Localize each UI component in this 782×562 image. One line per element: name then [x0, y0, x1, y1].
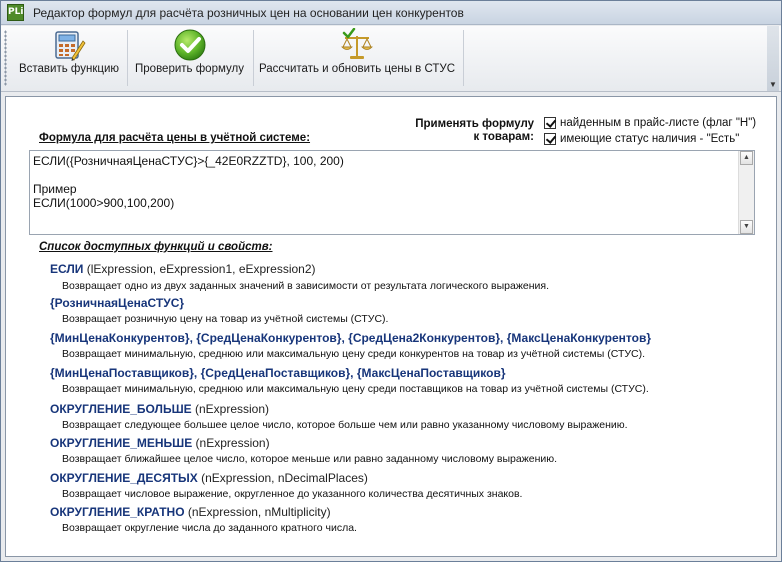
content-panel	[5, 96, 777, 557]
function-item[interactable]	[50, 262, 316, 276]
toolbar-separator	[127, 30, 128, 86]
function-item[interactable]	[50, 471, 368, 485]
toolbar-overflow-button[interactable]	[767, 26, 779, 91]
calculator-pencil-icon	[52, 28, 86, 62]
insert-function-label: Вставить функцию	[18, 63, 120, 75]
apply-formula-label	[406, 118, 534, 144]
function-name[interactable]: {МинЦенаПоставщиков}, {СредЦенаПоставщиков}, {МаксЦенаПоставщиков}	[50, 366, 506, 380]
scroll-up-icon[interactable]: ▲	[740, 151, 753, 165]
toolbar-separator	[253, 30, 254, 86]
function-item[interactable]	[50, 436, 270, 450]
formula-scrollbar[interactable]	[738, 151, 754, 234]
functions-list-title: Список доступных функций и свойств:	[39, 241, 273, 253]
toolbar-separator	[463, 30, 464, 86]
apply-label-line2: к товарам:	[473, 131, 534, 143]
function-args: (nExpression, nMultiplicity)	[184, 505, 331, 519]
checkbox-in-stock[interactable]	[544, 132, 739, 146]
window-title: Редактор формул для расчёта розничных цен на основании цен конкурентов	[33, 6, 464, 20]
formula-text[interactable]: ЕСЛИ({РозничнаяЦенаСТУС}>{_42E0RZZTD}, 100, 200) Пример ЕСЛИ(1000>900,100,200)	[33, 154, 344, 210]
apply-label-line1: Применять формулу	[415, 118, 534, 130]
function-description: Возвращает минимальную, среднюю или максимальную цену среди конкурентов на товар из учётной системы (СТУС).	[62, 348, 646, 360]
function-name[interactable]: {МинЦенаКонкурентов}, {СредЦенаКонкурентов}, {СредЦена2Конкурентов}, {МаксЦенаКонкурентов}	[50, 331, 652, 345]
toolbar-grip-icon[interactable]	[4, 30, 7, 86]
formula-editor[interactable]	[29, 150, 755, 235]
check-formula-label: Проверить формулу	[135, 63, 244, 75]
function-args: (lExpression, eExpression1, eExpression2)	[83, 262, 316, 276]
insert-function-button[interactable]	[15, 28, 123, 88]
function-description: Возвращает минимальную, среднюю или максимальную цену среди поставщиков на товар из учётной системы (СТУС).	[62, 383, 649, 395]
function-description: Возвращает округление числа до заданного кратного числа.	[62, 522, 357, 534]
function-item[interactable]	[50, 402, 269, 416]
checkbox-checked-icon[interactable]	[544, 117, 556, 129]
title-bar[interactable]	[1, 1, 781, 25]
function-name[interactable]: ЕСЛИ	[50, 262, 84, 276]
scroll-down-icon[interactable]: ▼	[740, 220, 753, 234]
function-args: (nExpression)	[191, 402, 270, 416]
checkbox-checked-icon[interactable]	[544, 133, 556, 145]
function-item[interactable]	[50, 331, 651, 345]
function-name[interactable]: ОКРУГЛЕНИЕ_МЕНЬШЕ	[50, 436, 193, 450]
chevron-down-icon: ▼	[769, 80, 777, 89]
function-name[interactable]: {РозничнаяЦенаСТУС}	[50, 296, 185, 310]
app-icon: PLi	[7, 4, 24, 21]
formula-title: Формула для расчёта цены в учётной системе:	[39, 132, 311, 144]
function-args: (nExpression)	[192, 436, 270, 450]
checkbox-found-in-pricelist[interactable]	[544, 116, 756, 130]
checkbox-label: имеющие статус наличия - "Есть"	[560, 133, 740, 145]
function-args: (nExpression, nDecimalPlaces)	[197, 471, 368, 485]
function-item[interactable]	[50, 296, 184, 310]
function-name[interactable]: ОКРУГЛЕНИЕ_ДЕСЯТЫХ	[50, 471, 198, 485]
function-description: Возвращает следующее большее целое число, которое больше чем или равно указанному числовому выражению.	[62, 419, 628, 431]
checkbox-label: найденным в прайс-листе (флаг "Н")	[560, 117, 757, 129]
function-description: Возвращает розничную цену на товар из учётной системы (СТУС).	[62, 313, 389, 325]
function-description: Возвращает ближайшее целое число, которое меньше или равно заданному числовому выражению.	[62, 453, 558, 465]
function-item[interactable]	[50, 505, 331, 519]
function-description: Возвращает одно из двух заданных значений в зависимости от результата логического выражения.	[62, 280, 549, 292]
check-formula-button[interactable]	[131, 28, 248, 88]
function-name[interactable]: ОКРУГЛЕНИЕ_КРАТНО	[50, 505, 185, 519]
toolbar	[1, 26, 781, 92]
scales-check-icon	[340, 28, 374, 62]
function-name[interactable]: ОКРУГЛЕНИЕ_БОЛЬШЕ	[50, 402, 192, 416]
calculate-update-label: Рассчитать и обновить цены в СТУС	[258, 63, 456, 75]
function-item[interactable]	[50, 366, 506, 380]
function-description: Возвращает числовое выражение, округленное до указанного количества десятичных знаков.	[62, 488, 523, 500]
check-circle-icon	[173, 28, 207, 62]
calculate-update-button[interactable]	[257, 28, 457, 88]
